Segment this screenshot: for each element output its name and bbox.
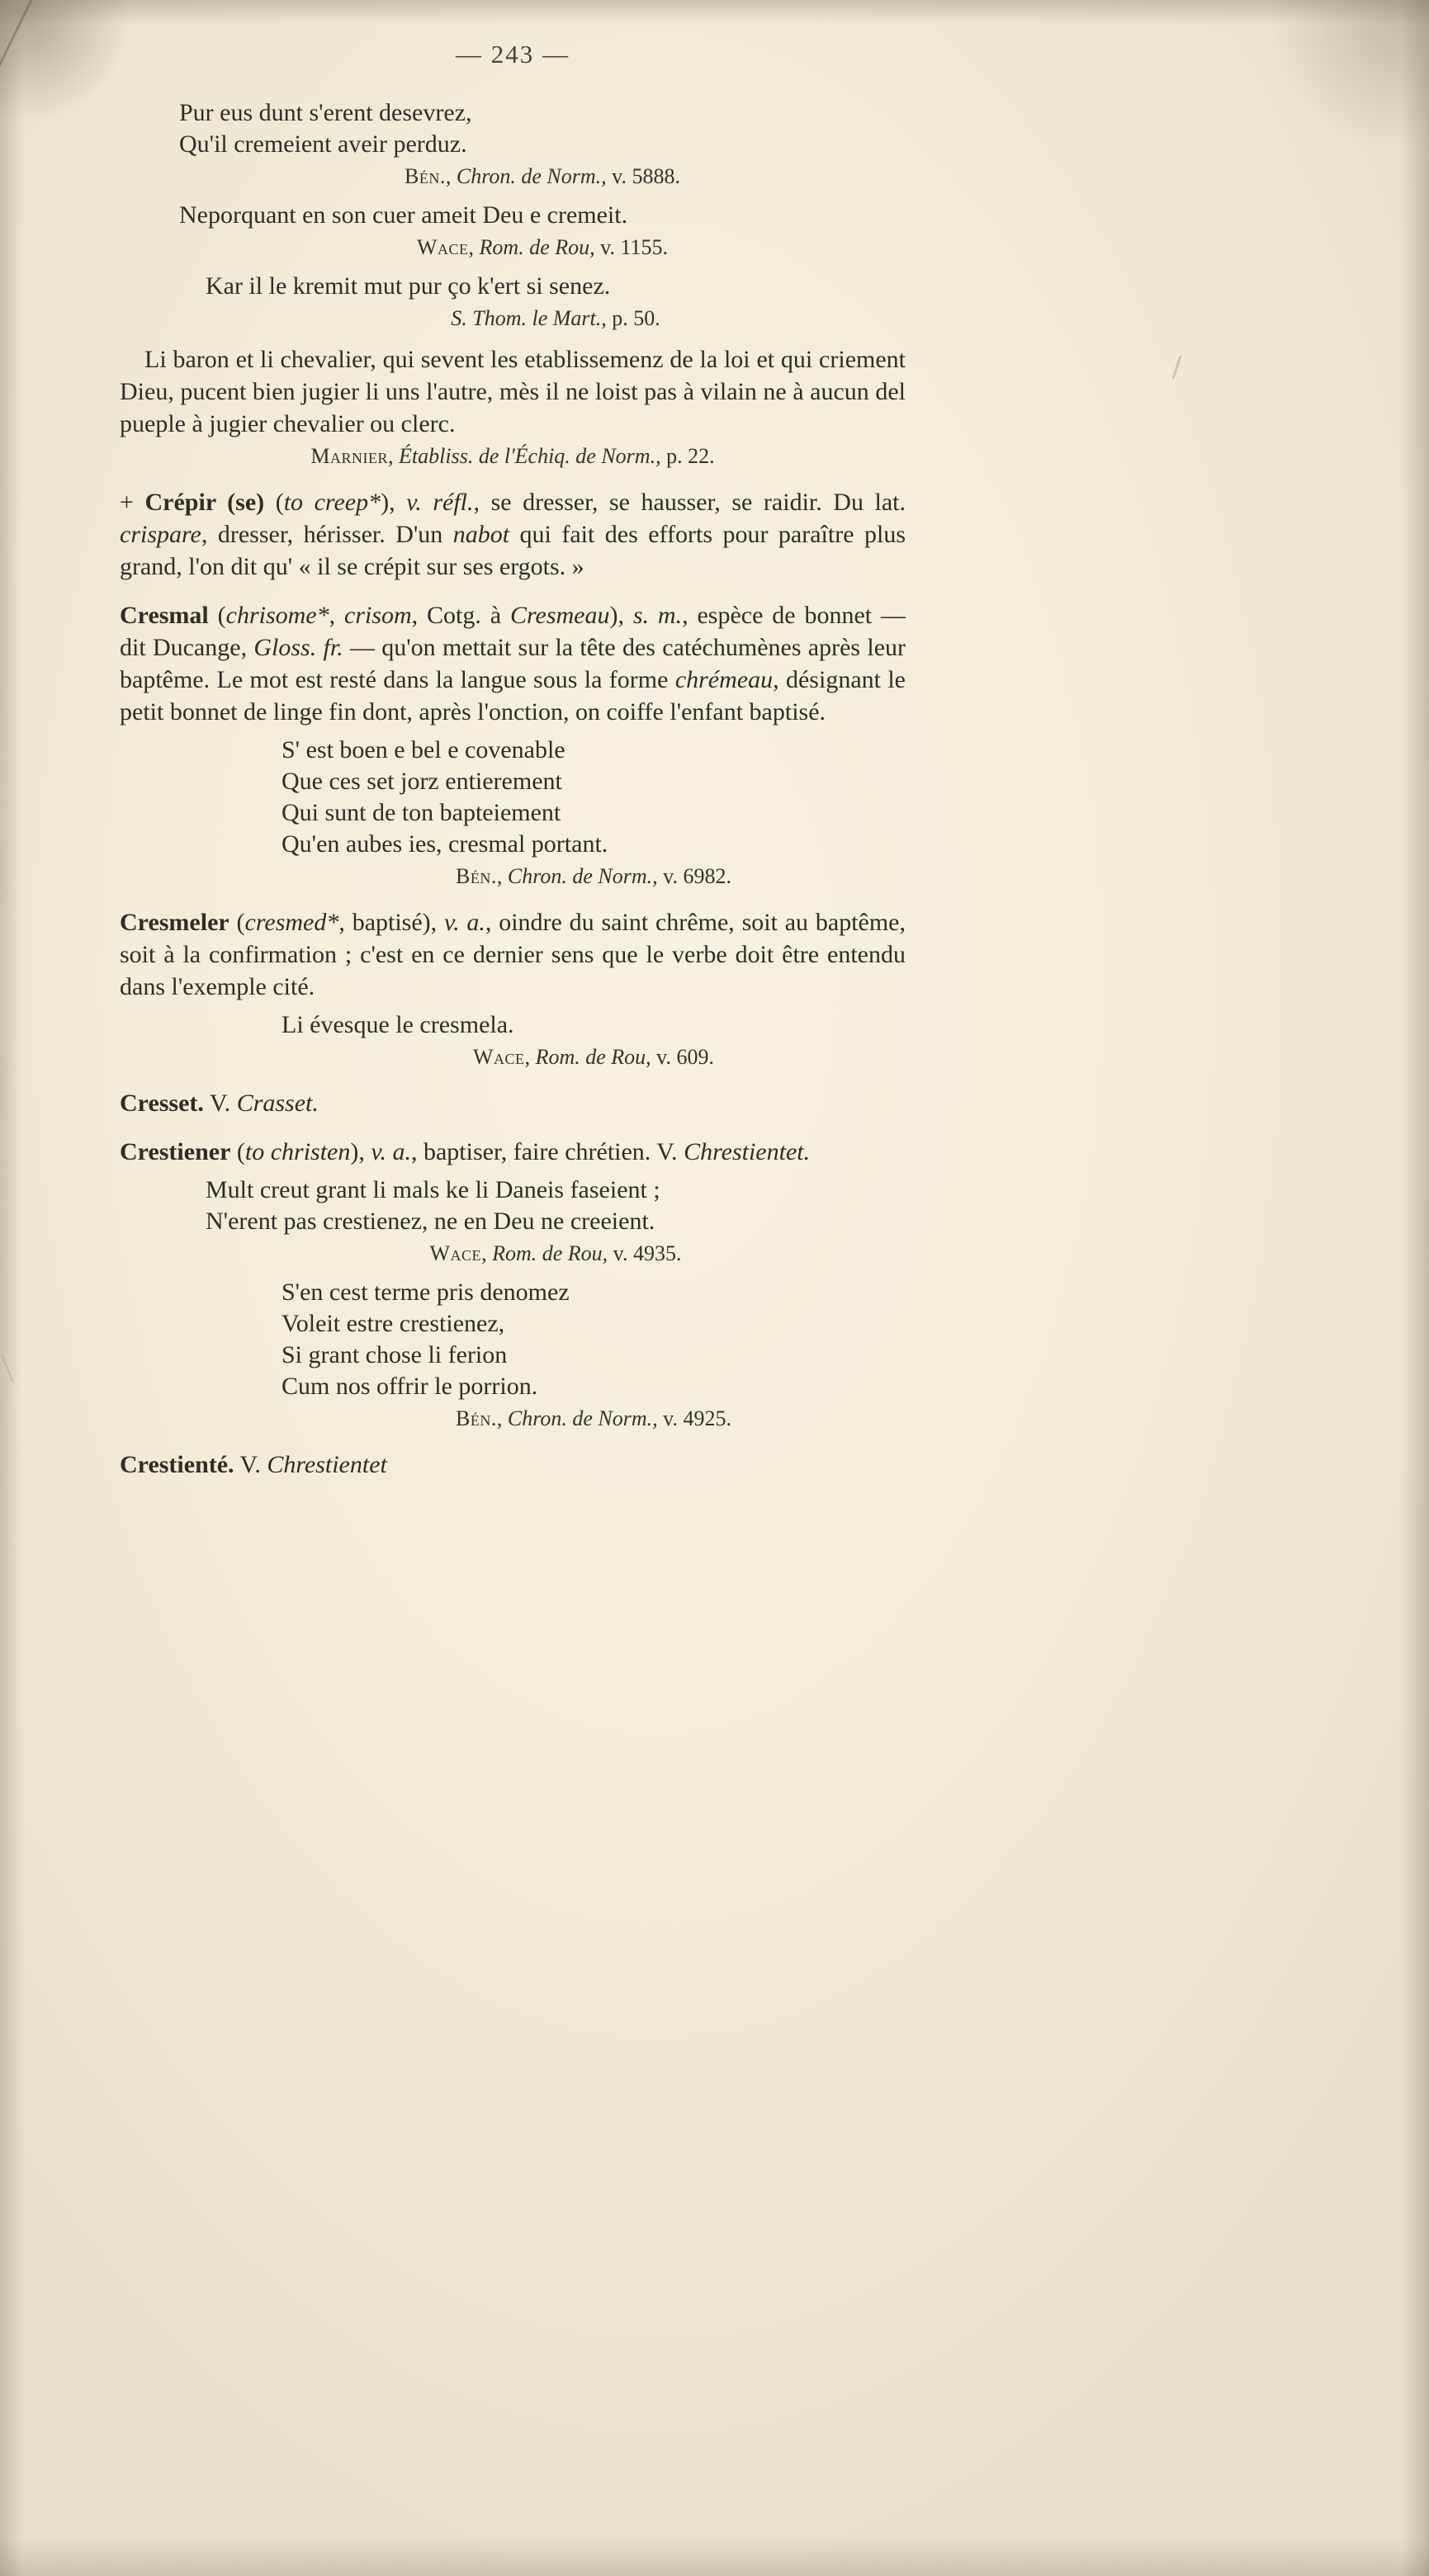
entry-text-italic: crisom (344, 602, 412, 629)
entry-text: , se dresser, se hausser, se raidir. Du lat. (473, 489, 906, 516)
citation-sep: , (496, 864, 508, 888)
quote-block-mult (120, 1175, 906, 1267)
scan-mark-right-margin (1171, 355, 1181, 379)
entry-text: V. (203, 1089, 237, 1117)
paragraph-law (120, 343, 906, 440)
entry-text: V. (234, 1451, 267, 1478)
entry-text-italic: v. réfl. (406, 489, 474, 516)
entry-text: , (329, 602, 344, 629)
verse-line: N'erent pas crestienez, ne en Deu ne creeient. (206, 1208, 655, 1235)
verse-line: S'en cest terme pris denomez (282, 1279, 570, 1306)
citation-author: Wace (429, 1241, 482, 1265)
citation (179, 163, 906, 190)
verse-line: Si grant chose li ferion (282, 1341, 508, 1368)
verse-line: Kar il le kremit mut pur ço k'ert si senez. (206, 272, 611, 300)
citation-work: Rom. de Rou, (535, 1045, 651, 1069)
verse-line: S' est boen e bel e covenable (282, 736, 565, 763)
citation-work: Chron. de Norm., (507, 1406, 658, 1430)
entry-text-italic: Crasset. (236, 1089, 319, 1117)
citation-ref: v. 6982. (657, 864, 731, 888)
citation-author: Wace (417, 235, 469, 259)
verse-line: Qu'il cremeient aveir perduz. (179, 130, 467, 158)
citation (206, 1240, 906, 1267)
headword: Crépir (se) (144, 489, 276, 516)
entry-text: ( (208, 602, 226, 629)
verse-line: Cum nos offrir le porrion. (282, 1373, 538, 1400)
entry-text-italic: chrisome* (225, 602, 329, 629)
headword: Cresmal (120, 602, 209, 629)
citation-ref: p. 50. (606, 306, 660, 330)
entry-text: , Cotg. à (411, 602, 510, 629)
entry-text-italic: nabot (452, 521, 510, 548)
citation (120, 442, 906, 470)
paragraph-text: Li baron et li chevalier, qui sevent les etablissemenz de la loi et qui criement Dieu, pucent bien jugier li uns l'autre, mès il ne loist pas à vilain ne à aucun del pueple à jugier chevalier ou clerc. (120, 346, 906, 437)
entry-text: qui fait des efforts pour paraître plus grand, l'on dit qu' « il se crépit sur ses ergots. » (120, 521, 906, 580)
headword: Crestiener (120, 1138, 231, 1165)
entry-text: ), (350, 1138, 371, 1165)
citation-work: S. Thom. le Mart., (451, 306, 607, 330)
entry-text-italic: Gloss. fr. (253, 634, 343, 661)
page-number: — 243 — (456, 40, 570, 69)
citation-ref: v. 4925. (657, 1406, 731, 1430)
citation-sep: , (481, 1241, 493, 1265)
quote-block-kar (120, 271, 906, 332)
entry-text-italic: chrémeau (674, 666, 774, 693)
entry-text: , baptisé), (338, 909, 444, 936)
dagger-mark: + (120, 489, 145, 516)
entry-text-italic: Cresmeau (509, 602, 610, 629)
verse-line: Voleit estre crestienez, (282, 1310, 505, 1337)
headword: Cresset. (120, 1089, 204, 1117)
entry-text-italic: to christen (244, 1138, 351, 1165)
citation-sep: , (468, 235, 480, 259)
entry-cresmal (120, 599, 906, 728)
verse-line: Li évesque le cresmela. (282, 1011, 514, 1038)
citation-ref: v. 1155. (594, 235, 668, 259)
quote-block-evesque (120, 1009, 906, 1071)
quote-block-desevrez (120, 97, 906, 190)
entry-text-italic: Chrestientet (267, 1451, 387, 1478)
citation-work: Chron. de Norm., (507, 864, 658, 888)
citation (282, 1405, 906, 1432)
quote-block-neporquant (120, 200, 906, 261)
entry-text: ( (229, 909, 245, 936)
entry-text-italic: Chrestientet. (684, 1138, 811, 1165)
entry-text-italic: s. m. (632, 602, 683, 629)
entry-text: ), (609, 602, 633, 629)
citation-sep: , (524, 1045, 536, 1069)
quote-block-sen (120, 1277, 906, 1432)
entry-text: , baptiser, faire chrétien. V. (410, 1138, 684, 1165)
verse-line: Mult creut grant li mals ke li Daneis faseient ; (206, 1176, 660, 1203)
entry-text-italic: to creep* (283, 489, 381, 516)
citation-work: Rom. de Rou, (492, 1241, 608, 1265)
citation-sep: , (388, 444, 400, 468)
verse-line: Neporquant en son cuer ameit Deu e cremeit. (179, 201, 628, 229)
citation-author: Bén. (456, 864, 497, 888)
citation-author: Marnier (310, 444, 389, 468)
entry-crestiente (120, 1449, 906, 1481)
entry-text: — qu'on mettait sur la tête des catéchumènes après leur baptême. Le mot est resté dans la langue sous la forme (120, 634, 906, 693)
citation-author: Wace (473, 1045, 525, 1069)
entry-text: , dresser, hérisser. D'un (201, 521, 453, 548)
citation (206, 305, 906, 332)
entry-cresset (120, 1087, 906, 1119)
headword: Crestienté. (120, 1451, 234, 1478)
citation-ref: v. 609. (651, 1045, 714, 1069)
citation (282, 1043, 906, 1071)
verse-line: Qu'en aubes ies, cresmal portant. (282, 830, 608, 858)
scan-mark-left-margin (1, 1354, 13, 1383)
citation-author: Bén. (405, 164, 446, 188)
entry-crepir (120, 486, 906, 583)
quote-block-cresmal (120, 735, 906, 890)
verse-line: Pur eus dunt s'erent desevrez, (179, 99, 472, 126)
citation-ref: v. 5888. (606, 164, 680, 188)
verse-line: Que ces set jorz entierement (282, 768, 562, 795)
entry-text: , espèce de bonnet — dit Ducange, (120, 602, 906, 661)
citation-work: Chron. de Norm., (456, 164, 607, 188)
entry-text-italic: v. a. (371, 1138, 411, 1165)
entry-text: , oindre du saint chrême, soit au baptême, soit à la confirmation ; c'est en ce dernier sens que le verbe doit être entendu dans l'exemple cité. (120, 909, 906, 1000)
entry-text: ( (275, 489, 284, 516)
citation (179, 234, 906, 261)
headword: Cresmeler (120, 909, 229, 936)
citation-sep: , (496, 1406, 508, 1430)
citation-work: Rom. de Rou, (479, 235, 595, 259)
citation-ref: v. 4935. (608, 1241, 682, 1265)
entry-cresmeler (120, 906, 906, 1003)
citation-author: Bén. (456, 1406, 497, 1430)
citation-work: Établiss. de l'Échiq. de Norm., (399, 444, 661, 468)
citation-sep: , (445, 164, 457, 188)
entry-text-italic: crispare (120, 521, 201, 548)
entry-text-italic: cresmed* (244, 909, 339, 936)
entry-text: ( (230, 1138, 245, 1165)
scan-scratch-top-left (0, 0, 34, 73)
citation-ref: p. 22. (660, 444, 715, 468)
verse-line: Qui sunt de ton bapteiement (282, 799, 561, 826)
text-column (120, 40, 906, 1481)
citation (282, 863, 906, 890)
entry-text: , désignant le petit bonnet de linge fin dont, après l'onction, on coiffe l'enfant baptisé. (120, 666, 906, 726)
entry-crestiener (120, 1136, 906, 1168)
entry-text-italic: v. a. (443, 909, 485, 936)
entry-text: ), (381, 489, 407, 516)
